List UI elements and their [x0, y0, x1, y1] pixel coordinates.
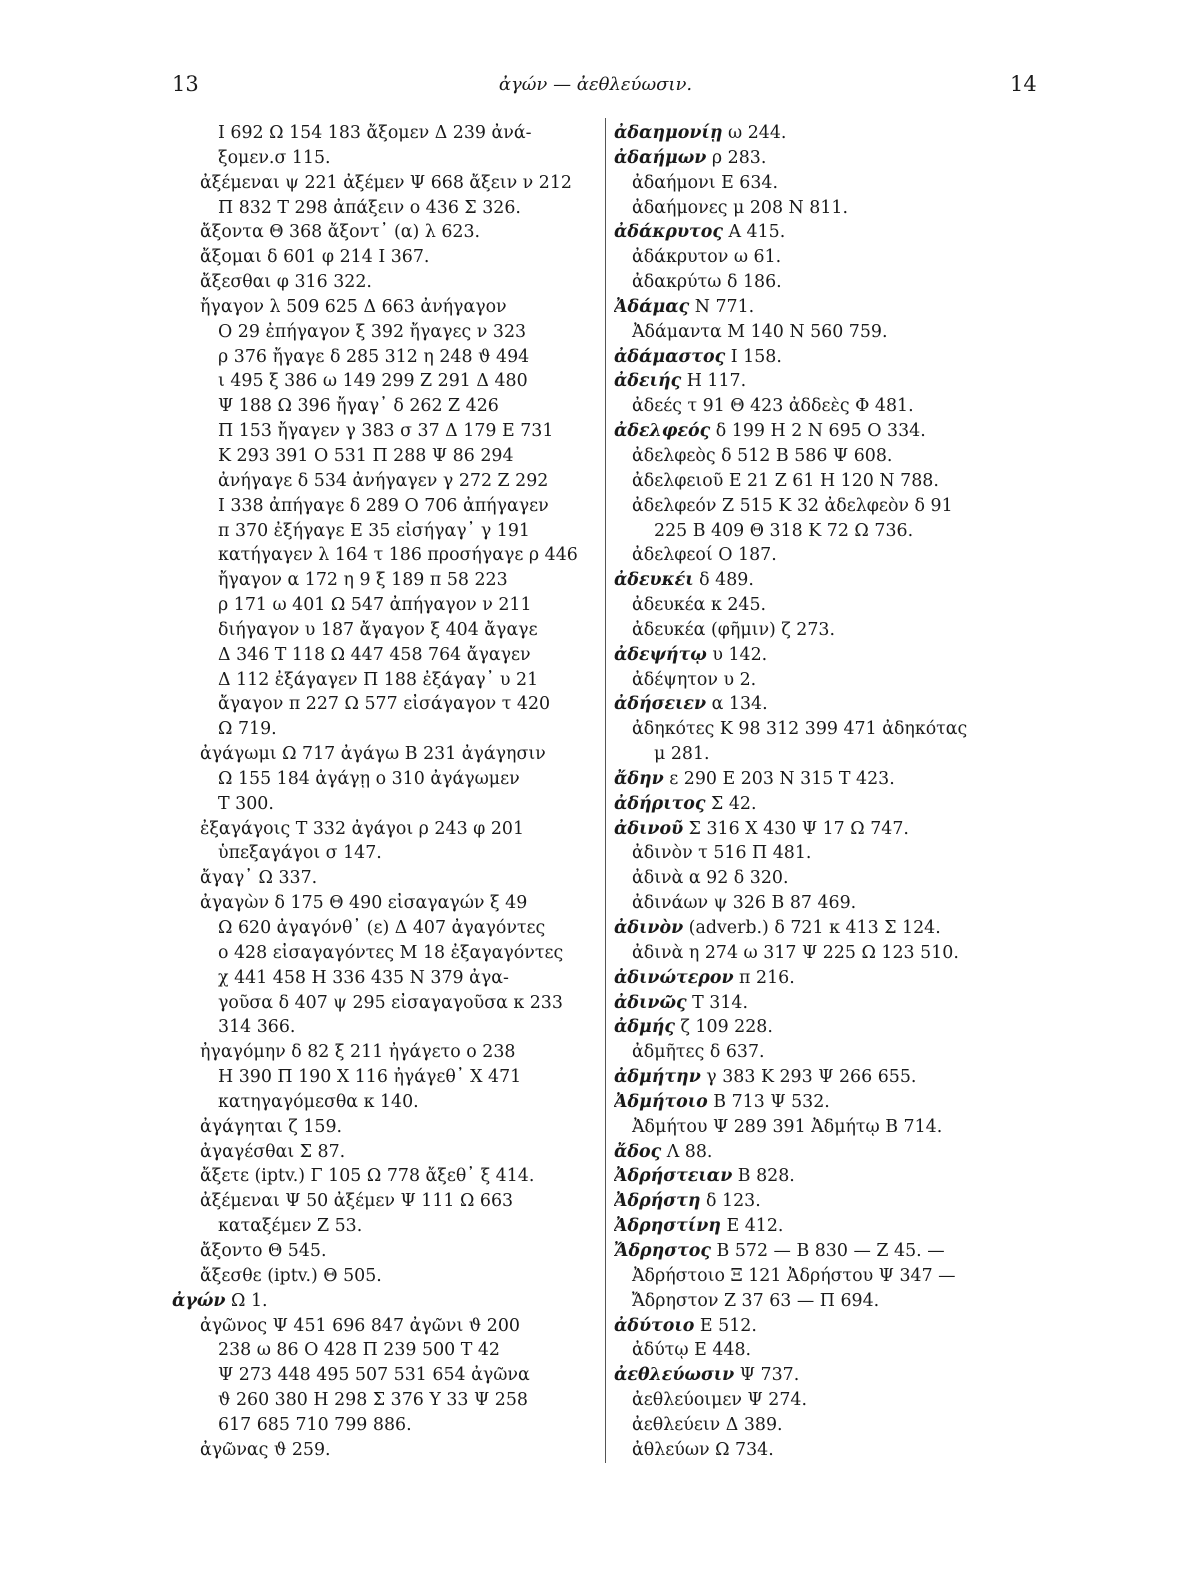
- index-line: [200, 1015, 600, 1040]
- entry-text: ἄγαγον π 227 Ω 577 εἰσάγαγον τ 420: [218, 694, 551, 715]
- index-line: [200, 543, 600, 568]
- index-line: [614, 245, 1044, 270]
- index-line: [200, 841, 600, 866]
- page-number-right: 14: [1010, 72, 1037, 96]
- index-line: [200, 1438, 600, 1463]
- entry-text: Β 828.: [732, 1166, 795, 1187]
- index-line: [200, 966, 600, 991]
- index-line: [200, 469, 600, 494]
- entry-text: ἀδινάων ψ 326 Β 87 469.: [632, 893, 857, 914]
- entry-text: ἀξέμεναι ψ 221 ἀξέμεν Ψ 668 ἄξειν ν 212: [200, 172, 572, 193]
- index-line: [614, 1239, 1044, 1264]
- index-line: [614, 568, 1044, 593]
- index-line: [200, 1214, 600, 1239]
- lemma-headword: ἀδμής: [614, 1017, 675, 1038]
- entry-text: Ι 158.: [725, 346, 782, 367]
- index-line: [200, 643, 600, 668]
- index-line: [200, 568, 600, 593]
- entry-text: ρ 283.: [706, 147, 767, 168]
- entry-text: Κ 293 391 Ο 531 Π 288 Ψ 86 294: [218, 445, 514, 466]
- index-line: [614, 1363, 1044, 1388]
- lemma-headword: ἀδάκρυτος: [614, 222, 723, 243]
- entry-text: γοῦσα δ 407 ψ 295 εἰσαγαγοῦσα κ 233: [218, 992, 563, 1013]
- entry-text: ἀδελφεὸς δ 512 Β 586 Ψ 608.: [632, 445, 893, 466]
- entry-text: ἀγῶνας ϑ 259.: [200, 1439, 331, 1460]
- entry-text: Α 415.: [722, 222, 786, 243]
- index-line: [614, 618, 1044, 643]
- entry-text: ἀδελφειοῦ Ε 21 Ζ 61 Η 120 Ν 788.: [632, 470, 939, 491]
- entry-text: Ψ 188 Ω 396 ἤγαγ᾽ δ 262 Ζ 426: [218, 396, 499, 417]
- index-line: [200, 270, 600, 295]
- entry-text: ἐξαγάγοις Τ 332 ἀγάγοι ρ 243 φ 201: [200, 818, 525, 839]
- entry-text: ἀδαήμονι Ε 634.: [632, 172, 779, 193]
- index-line: [614, 444, 1044, 469]
- index-line: [614, 345, 1044, 370]
- index-line: [200, 494, 600, 519]
- index-line: [614, 593, 1044, 618]
- lemma-headword: ἀδήριτος: [614, 793, 706, 814]
- entry-text: Ω 620 ἀγαγόνθ᾽ (ε) Δ 407 ἀγαγόντες: [218, 918, 546, 938]
- lemma-headword: ἀδινώτερον: [614, 967, 734, 988]
- index-line: [614, 394, 1044, 419]
- index-line: [614, 369, 1044, 394]
- entry-text: Ψ 737.: [734, 1365, 800, 1386]
- lemma-headword: ἀδινοῦ: [614, 818, 684, 839]
- entry-text: ἀεθλεύοιμεν Ψ 274.: [632, 1390, 808, 1411]
- index-line: [200, 593, 600, 618]
- index-line: [614, 991, 1044, 1016]
- entry-text: ι 495 ξ 386 ω 149 299 Ζ 291 Δ 480: [218, 371, 528, 392]
- entry-text: ὑπεξαγάγοι σ 147.: [218, 843, 382, 864]
- index-line: [200, 941, 600, 966]
- entry-text: 238 ω 86 Ο 428 Π 239 500 Τ 42: [218, 1340, 500, 1361]
- entry-text: ἀδεές τ 91 Θ 423 ἀδδεὲς Φ 481.: [632, 396, 914, 417]
- index-line: [200, 1264, 600, 1289]
- entry-text: Ν 771.: [689, 296, 755, 317]
- index-line: [614, 419, 1044, 444]
- entry-text: ἀδαήμονες μ 208 Ν 811.: [632, 197, 849, 218]
- entry-text: ἀδευκέα (φῆμιν) ζ 273.: [632, 619, 836, 640]
- index-line: [172, 1289, 600, 1314]
- entry-text: ἀδέψητον υ 2.: [632, 669, 757, 690]
- lemma-headword: Ἀδμήτοιο: [614, 1091, 708, 1112]
- index-line: [614, 519, 1044, 544]
- entry-text: Ψ 273 448 495 507 531 654 ἀγῶνα: [218, 1365, 530, 1386]
- entry-text: ἄξοντο Θ 545.: [200, 1240, 327, 1261]
- index-line: [614, 1438, 1044, 1463]
- index-line: [614, 1115, 1044, 1140]
- entry-text: Ο 29 ἐπήγαγον ξ 392 ἤγαγες ν 323: [218, 321, 527, 342]
- entry-text: Η 117.: [681, 371, 747, 392]
- entry-text: Π 153 ἤγαγεν γ 383 σ 37 Δ 179 Ε 731: [218, 421, 554, 442]
- entry-text: ἀξέμεναι Ψ 50 ἀξέμεν Ψ 111 Ω 663: [200, 1191, 514, 1212]
- entry-text: ἀεθλεύειν Δ 389.: [632, 1414, 783, 1435]
- index-line: [614, 841, 1044, 866]
- index-line: [200, 668, 600, 693]
- index-line: [200, 866, 600, 891]
- index-line: [200, 345, 600, 370]
- left-column: [172, 121, 600, 1463]
- lemma-headword: ἄδος: [614, 1141, 662, 1162]
- index-line: [614, 1065, 1044, 1090]
- index-line: [614, 543, 1044, 568]
- entry-text: ε 290 Ε 203 Ν 315 Τ 423.: [663, 768, 895, 789]
- entry-text: Η 390 Π 190 Χ 116 ἠγάγεθ᾽ Χ 471: [218, 1067, 522, 1088]
- entry-text: ἀγάγηται ζ 159.: [200, 1116, 343, 1137]
- index-line: [200, 1239, 600, 1264]
- entry-text: ἀδινὸν τ 516 Π 481.: [632, 843, 812, 864]
- entry-text: ξομεν.σ 115.: [218, 147, 331, 168]
- index-line: [614, 494, 1044, 519]
- index-line: [200, 1189, 600, 1214]
- index-line: [200, 1338, 600, 1363]
- lemma-headword: Ἀδρήστη: [614, 1191, 701, 1212]
- entry-text: ἄξομαι δ 601 φ 214 Ι 367.: [200, 247, 430, 268]
- index-line: [200, 717, 600, 742]
- index-line: [614, 941, 1044, 966]
- index-line: [614, 1214, 1044, 1239]
- index-line: [614, 1090, 1044, 1115]
- index-line: [614, 1338, 1044, 1363]
- index-line: [200, 1040, 600, 1065]
- entry-text: α 134.: [706, 694, 768, 715]
- entry-text: ἀδελφεοί Ο 187.: [632, 545, 777, 566]
- right-column: [614, 121, 1044, 1463]
- entry-text: π 370 ἐξήγαγε Ε 35 εἰσήγαγ᾽ γ 191: [218, 520, 530, 541]
- entry-text: ρ 171 ω 401 Ω 547 ἀπήγαγον ν 211: [218, 595, 532, 616]
- entry-text: ἤγαγον λ 509 625 Δ 663 ἀνήγαγον: [200, 296, 507, 317]
- entry-text: Ω 1.: [225, 1290, 268, 1311]
- index-line: [200, 369, 600, 394]
- lemma-headword: ἀδεψήτῳ: [614, 644, 707, 665]
- entry-text: Τ 314.: [686, 992, 749, 1013]
- index-line: [614, 1289, 1044, 1314]
- index-line: [200, 419, 600, 444]
- entry-text: γ 383 Κ 293 Ψ 266 655.: [700, 1067, 917, 1088]
- index-line: [614, 171, 1044, 196]
- index-line: [200, 916, 600, 941]
- entry-text: ἠγαγόμην δ 82 ξ 211 ἠγάγετο ο 238: [200, 1042, 516, 1063]
- entry-text: ἀγαγὼν δ 175 Θ 490 εἰσαγαγών ξ 49: [200, 893, 528, 914]
- index-line: [200, 1090, 600, 1115]
- index-line: [200, 220, 600, 245]
- lemma-headword: ἀδαημονίῃ: [614, 123, 723, 143]
- entry-text: ο 428 εἰσαγαγόντες Μ 18 ἐξαγαγόντες: [218, 942, 564, 963]
- entry-text: Ι 338 ἀπήγαγε δ 289 Ο 706 ἀπήγαγεν: [218, 495, 549, 516]
- index-line: [614, 668, 1044, 693]
- entry-text: Ἀδμήτου Ψ 289 391 Ἀδμήτῳ Β 714.: [632, 1116, 943, 1137]
- index-line: [200, 1413, 600, 1438]
- index-line: [614, 220, 1044, 245]
- index-line: [614, 767, 1044, 792]
- entry-text: ϑ 260 380 Η 298 Σ 376 Υ 33 Ψ 258: [218, 1390, 528, 1411]
- index-line: [200, 1363, 600, 1388]
- entry-text: ἄξοντα Θ 368 ἄξοντ᾽ (α) λ 623.: [200, 222, 481, 243]
- lemma-headword: ἀδήσειεν: [614, 694, 707, 715]
- index-line: [614, 866, 1044, 891]
- index-line: [200, 692, 600, 717]
- index-line: [200, 1388, 600, 1413]
- lemma-headword: Ἀδρηστίνη: [614, 1216, 721, 1237]
- entry-text: Π 832 Τ 298 ἀπάξειν ο 436 Σ 326.: [218, 197, 521, 218]
- index-line: [200, 444, 600, 469]
- index-line: [614, 320, 1044, 345]
- index-line: [200, 792, 600, 817]
- index-line: [614, 1015, 1044, 1040]
- entry-text: Δ 346 Τ 118 Ω 447 458 764 ἄγαγεν: [218, 644, 531, 665]
- index-line: [614, 916, 1044, 941]
- lemma-headword: ἀεθλεύωσιν: [614, 1365, 735, 1386]
- entry-text: καταξέμεν Ζ 53.: [218, 1216, 363, 1237]
- index-line: [614, 295, 1044, 320]
- entry-text: Ἀδρήστοιο Ξ 121 Ἀδρήστου Ψ 347 —: [632, 1265, 956, 1286]
- index-line: [200, 1115, 600, 1140]
- index-line: [200, 394, 600, 419]
- lemma-headword: Ἀδρήστειαν: [614, 1166, 733, 1187]
- entry-text: ζ 109 228.: [674, 1017, 773, 1038]
- entry-text: Δ 112 ἐξάγαγεν Π 188 ἐξάγαγ᾽ υ 21: [218, 669, 539, 690]
- entry-text: ἀγάγωμι Ω 717 ἀγάγω Β 231 ἀγάγησιν: [200, 744, 546, 765]
- page-number-left: 13: [172, 72, 199, 96]
- entry-text: δ 199 Η 2 Ν 695 Ο 334.: [710, 421, 926, 442]
- entry-text: Σ 42.: [705, 793, 757, 814]
- index-line: [200, 1140, 600, 1165]
- index-line: [614, 717, 1044, 742]
- entry-text: ἄξεσθαι φ 316 322.: [200, 272, 372, 293]
- entry-text: 617 685 710 799 886.: [218, 1414, 412, 1435]
- index-line: [614, 270, 1044, 295]
- entry-text: ἄξεσθε (iptv.) Θ 505.: [200, 1265, 382, 1286]
- index-line: [614, 1413, 1044, 1438]
- entry-text: I 692 Ω 154 183 ἄξομεν Δ 239 ἀνά-: [218, 123, 532, 143]
- lemma-headword: ἄδην: [614, 768, 664, 789]
- entry-text: ἀνήγαγε δ 534 ἀνήγαγεν γ 272 Ζ 292: [218, 470, 549, 491]
- entry-text: ἀδμῆτες δ 637.: [632, 1042, 765, 1063]
- index-line: [614, 1314, 1044, 1339]
- index-line: [200, 519, 600, 544]
- index-line: [614, 196, 1044, 221]
- entry-text: ω 244.: [722, 123, 787, 143]
- entry-text: ἀδινὰ η 274 ω 317 Ψ 225 Ω 123 510.: [632, 942, 959, 963]
- index-line: [200, 767, 600, 792]
- entry-text: Β 713 Ψ 532.: [707, 1091, 830, 1112]
- lemma-headword: ἀδευκέι: [614, 570, 694, 591]
- index-line: [614, 469, 1044, 494]
- entry-text: Ω 719.: [218, 719, 277, 740]
- lemma-headword: ἀδειής: [614, 371, 682, 392]
- entry-text: ἀδάκρυτον ω 61.: [632, 247, 782, 268]
- entry-text: ἀδινὰ α 92 δ 320.: [632, 868, 789, 889]
- index-line: [614, 742, 1044, 767]
- index-line: [614, 1040, 1044, 1065]
- entry-text: ἤγαγον α 172 η 9 ξ 189 π 58 223: [218, 570, 508, 591]
- entry-text: Τ 300.: [218, 793, 274, 814]
- entry-text: ἀθλεύων Ω 734.: [632, 1439, 774, 1460]
- index-line: [614, 792, 1044, 817]
- lemma-headword: Ἀδάμας: [614, 296, 690, 317]
- index-line: [200, 1065, 600, 1090]
- index-line: [614, 121, 1044, 146]
- lemma-headword: ἀδελφεός: [614, 421, 711, 442]
- index-line: [614, 1388, 1044, 1413]
- entry-text: διήγαγον υ 187 ἄγαγον ξ 404 ἄγαγε: [218, 619, 538, 640]
- lemma-headword: ἀγών: [172, 1290, 226, 1311]
- entry-text: Ἄδρηστον Ζ 37 63 — Π 694.: [632, 1290, 880, 1311]
- lemma-headword: ἀδινῶς: [614, 992, 687, 1013]
- running-head: ἀγών — ἀεθλεύωσιν.: [498, 74, 693, 95]
- index-line: [614, 817, 1044, 842]
- entry-text: ρ 376 ἤγαγε δ 285 312 η 248 ϑ 494: [218, 346, 530, 367]
- entry-text: ἀγῶνος Ψ 451 696 847 ἀγῶνι ϑ 200: [200, 1315, 520, 1336]
- index-line: [200, 171, 600, 196]
- entry-text: δ 123.: [700, 1191, 761, 1212]
- index-line: [614, 146, 1044, 171]
- entry-text: 225 Β 409 Θ 318 Κ 72 Ω 736.: [654, 520, 914, 541]
- lemma-headword: ἀδάμαστος: [614, 346, 726, 367]
- entry-text: ἀγαγέσθαι Σ 87.: [200, 1141, 346, 1162]
- entry-text: (adverb.) δ 721 κ 413 Σ 124.: [683, 918, 941, 938]
- index-line: [200, 742, 600, 767]
- column-divider: [605, 118, 606, 1463]
- index-line: [614, 1140, 1044, 1165]
- entry-text: Σ 316 Χ 430 Ψ 17 Ω 747.: [683, 818, 909, 839]
- entry-text: 314 366.: [218, 1017, 296, 1038]
- index-line: [200, 295, 600, 320]
- index-line: [614, 1189, 1044, 1214]
- lemma-headword: ἀδύτοιο: [614, 1315, 695, 1336]
- lemma-headword: ἀδαήμων: [614, 147, 707, 168]
- entry-text: ἄξετε (iptv.) Γ 105 Ω 778 ἄξεθ᾽ ξ 414.: [200, 1166, 535, 1187]
- entry-text: ἀδευκέα κ 245.: [632, 595, 767, 616]
- index-line: [200, 817, 600, 842]
- index-line: [200, 196, 600, 221]
- entry-text: Ε 412.: [720, 1216, 784, 1237]
- entry-text: δ 489.: [693, 570, 754, 591]
- index-line: [200, 320, 600, 345]
- entry-text: Β 572 — Β 830 — Ζ 45. —: [710, 1240, 945, 1261]
- entry-text: Ω 155 184 ἀγάγῃ ο 310 ἀγάγωμεν: [218, 768, 520, 789]
- entry-text: π 216.: [733, 967, 795, 988]
- entry-text: κατηγαγόμεσθα κ 140.: [218, 1091, 419, 1112]
- lemma-headword: ἀδμήτην: [614, 1067, 701, 1088]
- index-line: [200, 991, 600, 1016]
- entry-text: ἀδελφεόν Ζ 515 Κ 32 ἀδελφεὸν δ 91: [632, 495, 953, 516]
- entry-text: ἀδακρύτω δ 186.: [632, 272, 782, 293]
- index-line: [200, 1314, 600, 1339]
- index-line: [614, 891, 1044, 916]
- entry-text: μ 281.: [654, 744, 710, 765]
- index-line: [200, 245, 600, 270]
- lemma-headword: ἀδινὸν: [614, 918, 684, 938]
- entry-text: χ 441 458 Η 336 435 Ν 379 ἀγα-: [218, 967, 509, 988]
- index-line: [614, 1264, 1044, 1289]
- index-line: [614, 692, 1044, 717]
- entry-text: ἀδηκότες Κ 98 312 399 471 ἀδηκότας: [632, 719, 968, 740]
- index-line: [200, 1164, 600, 1189]
- entry-text: Ε 512.: [694, 1315, 757, 1336]
- index-line: [200, 121, 600, 146]
- index-line: [614, 643, 1044, 668]
- index-line: [614, 966, 1044, 991]
- entry-text: υ 142.: [706, 644, 768, 665]
- lemma-headword: Ἄδρηστος: [614, 1240, 711, 1261]
- index-line: [200, 891, 600, 916]
- index-line: [200, 618, 600, 643]
- entry-text: Ἀδάμαντα Μ 140 Ν 560 759.: [632, 321, 888, 342]
- entry-text: Λ 88.: [661, 1141, 713, 1162]
- entry-text: ἄγαγ᾽ Ω 337.: [200, 868, 318, 889]
- entry-text: κατήγαγεν λ 164 τ 186 προσήγαγε ρ 446: [218, 545, 578, 566]
- index-line: [200, 146, 600, 171]
- index-line: [614, 1164, 1044, 1189]
- entry-text: ἀδύτῳ Ε 448.: [632, 1340, 752, 1361]
